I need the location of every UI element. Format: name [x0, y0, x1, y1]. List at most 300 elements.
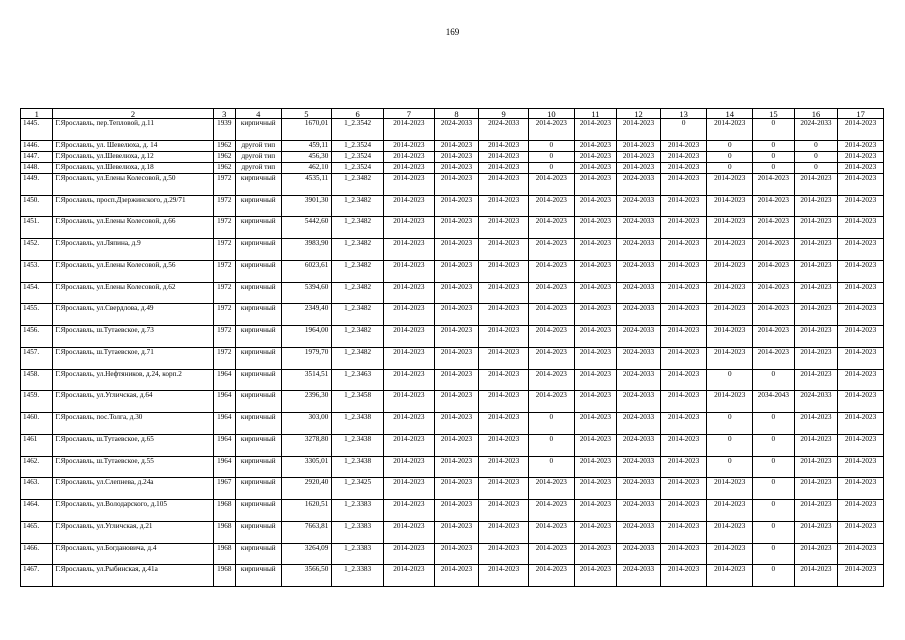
table-cell: 1454.: [21, 282, 53, 304]
table-cell: 2014-2023: [707, 500, 753, 522]
table-cell: 3983,90: [281, 239, 332, 261]
table-cell: 2349,40: [281, 304, 332, 326]
table-cell: 2014-2023: [574, 195, 617, 217]
table-cell: Г.Ярославль, ул.Елены Колесовой, д.50: [53, 173, 213, 195]
column-header: 7: [384, 109, 435, 119]
table-cell: 2024-2033: [617, 195, 661, 217]
table-cell: 3305,01: [281, 456, 332, 478]
table-cell: 5394,60: [281, 282, 332, 304]
table-cell: 1467.: [21, 565, 53, 587]
table-cell: 2014-2023: [479, 500, 529, 522]
table-cell: 2014-2023: [838, 162, 884, 173]
table-cell: 2014-2023: [660, 140, 707, 151]
table-cell: 2014-2023: [794, 217, 838, 239]
table-cell: 2024-2033: [794, 119, 838, 141]
table-cell: 303,00: [281, 413, 332, 435]
table-cell: 2014-2023: [660, 260, 707, 282]
table-cell: 2014-2023: [660, 413, 707, 435]
table-cell: 2014-2023: [794, 456, 838, 478]
table-cell: 2014-2023: [529, 391, 575, 413]
table-cell: 2014-2023: [794, 434, 838, 456]
table-cell: 0: [753, 140, 795, 151]
table-cell: 1_2.3463: [332, 369, 384, 391]
table-cell: 2024-2033: [617, 217, 661, 239]
table-cell: Г.Ярославль, ул.Елены Колесовой, д.56: [53, 260, 213, 282]
table-cell: 1_2.3482: [332, 217, 384, 239]
table-cell: 2014-2023: [574, 478, 617, 500]
table-cell: 0: [794, 140, 838, 151]
table-cell: 2014-2023: [794, 304, 838, 326]
table-cell: 2024-2033: [617, 543, 661, 565]
table-cell: 2014-2023: [794, 543, 838, 565]
table-cell: 0: [753, 162, 795, 173]
table-cell: 1_2.3383: [332, 521, 384, 543]
table-cell: 1456.: [21, 326, 53, 348]
table-cell: 2014-2023: [838, 140, 884, 151]
table-cell: 2014-2023: [529, 543, 575, 565]
table-cell: 4535,11: [281, 173, 332, 195]
table-cell: 3901,30: [281, 195, 332, 217]
table-cell: 2014-2023: [479, 304, 529, 326]
table-cell: 0: [529, 151, 575, 162]
table-cell: 2014-2023: [753, 239, 795, 261]
table-cell: Г.Ярославль, ул.Елены Колесовой, д.62: [53, 282, 213, 304]
table-cell: 2024-2033: [434, 119, 479, 141]
table-cell: 2014-2023: [434, 140, 479, 151]
table-row: [21, 304, 884, 326]
table-row: [21, 173, 884, 195]
table-cell: 2024-2033: [794, 391, 838, 413]
table-cell: 2014-2023: [529, 173, 575, 195]
table-cell: 1457.: [21, 347, 53, 369]
table-cell: 2014-2023: [384, 260, 435, 282]
table-cell: 2024-2033: [617, 456, 661, 478]
table-cell: Г.Ярославль, ул.Богдановича, д.4: [53, 543, 213, 565]
table-cell: 2014-2023: [479, 391, 529, 413]
table-cell: 1447.: [21, 151, 53, 162]
table-cell: 1_2.3438: [332, 434, 384, 456]
table-cell: 0: [529, 413, 575, 435]
table-cell: 2014-2023: [660, 347, 707, 369]
table-cell: 2014-2023: [838, 282, 884, 304]
table-cell: кирпичный: [235, 434, 281, 456]
table-row: [21, 500, 884, 522]
table-cell: 2014-2023: [434, 151, 479, 162]
table-cell: кирпичный: [235, 543, 281, 565]
housing-register-table: [20, 108, 884, 587]
table-cell: 2014-2023: [617, 119, 661, 141]
table-cell: 2014-2023: [660, 478, 707, 500]
table-cell: 2014-2023: [529, 239, 575, 261]
table-cell: Г.Ярославль, ш.Тутаевское, д.71: [53, 347, 213, 369]
table-cell: 2014-2023: [617, 162, 661, 173]
table-row: [21, 478, 884, 500]
table-cell: 456,30: [281, 151, 332, 162]
table-cell: 0: [707, 456, 753, 478]
table-cell: 1462.: [21, 456, 53, 478]
table-cell: 2014-2023: [574, 543, 617, 565]
table-cell: 2014-2023: [660, 369, 707, 391]
table-cell: Г.Ярославль, ул.Елены Колесовой, д.66: [53, 217, 213, 239]
table-cell: 1465.: [21, 521, 53, 543]
column-header: 1: [21, 109, 53, 119]
table-cell: 1968: [213, 543, 235, 565]
table-row: [21, 456, 884, 478]
table-cell: 2014-2023: [660, 173, 707, 195]
table-cell: 0: [753, 119, 795, 141]
table-cell: 2014-2023: [574, 239, 617, 261]
table-cell: 2014-2023: [434, 565, 479, 587]
table-cell: 2014-2023: [479, 260, 529, 282]
table-cell: 2014-2023: [384, 173, 435, 195]
table-cell: 1448.: [21, 162, 53, 173]
table-cell: 1446.: [21, 140, 53, 151]
table-cell: 2014-2023: [707, 565, 753, 587]
table-row: [21, 260, 884, 282]
table-cell: 2014-2023: [707, 260, 753, 282]
table-cell: 2014-2023: [574, 434, 617, 456]
table-cell: 2014-2023: [479, 326, 529, 348]
table-cell: 1_2.3524: [332, 151, 384, 162]
table-cell: 2014-2023: [529, 304, 575, 326]
table-cell: 1451.: [21, 217, 53, 239]
table-cell: кирпичный: [235, 500, 281, 522]
table-cell: 2014-2023: [660, 456, 707, 478]
table-cell: 462,10: [281, 162, 332, 173]
table-cell: 2014-2023: [707, 326, 753, 348]
table-cell: 459,11: [281, 140, 332, 151]
table-cell: 1_2.3524: [332, 162, 384, 173]
column-header: 13: [660, 109, 707, 119]
table-cell: 2014-2023: [707, 304, 753, 326]
table-cell: 0: [529, 162, 575, 173]
table-cell: 2014-2023: [479, 565, 529, 587]
table-cell: 1_2.3524: [332, 140, 384, 151]
table-cell: 2014-2023: [753, 304, 795, 326]
column-header: 16: [794, 109, 838, 119]
table-cell: 2014-2023: [384, 326, 435, 348]
table-cell: кирпичный: [235, 260, 281, 282]
table-cell: 1_2.3542: [332, 119, 384, 141]
table-cell: 2014-2023: [384, 282, 435, 304]
table-cell: 2014-2023: [707, 239, 753, 261]
table-cell: 2014-2023: [574, 391, 617, 413]
table-cell: 1620,51: [281, 500, 332, 522]
table-cell: 2024-2033: [479, 119, 529, 141]
table-row: [21, 282, 884, 304]
table-cell: 2014-2023: [574, 151, 617, 162]
table-cell: 1_2.3438: [332, 413, 384, 435]
table-cell: Г.Ярославль, ул.Слепнева, д.24а: [53, 478, 213, 500]
header-row: [21, 109, 884, 119]
table-row: [21, 369, 884, 391]
table-cell: 1_2.3383: [332, 543, 384, 565]
table-cell: 2014-2023: [838, 195, 884, 217]
table-cell: 1_2.3438: [332, 456, 384, 478]
table-cell: 2014-2023: [434, 456, 479, 478]
table-cell: 2014-2023: [529, 326, 575, 348]
table-cell: 2014-2023: [479, 543, 529, 565]
table-cell: 3566,50: [281, 565, 332, 587]
table-cell: 2014-2023: [384, 565, 435, 587]
table-cell: 1962: [213, 162, 235, 173]
table-cell: 2014-2023: [529, 565, 575, 587]
table-cell: 2024-2033: [617, 304, 661, 326]
table-cell: 2024-2033: [617, 478, 661, 500]
table-cell: 0: [660, 119, 707, 141]
table-cell: 2014-2023: [574, 162, 617, 173]
table-cell: 2014-2023: [574, 282, 617, 304]
table-cell: 2014-2023: [707, 543, 753, 565]
table-cell: 1972: [213, 326, 235, 348]
table-cell: 2014-2023: [479, 195, 529, 217]
table-row: [21, 565, 884, 587]
table-cell: кирпичный: [235, 413, 281, 435]
table-cell: 2014-2023: [794, 521, 838, 543]
table-cell: 2014-2023: [434, 217, 479, 239]
table-cell: 1459.: [21, 391, 53, 413]
table-cell: 1964: [213, 391, 235, 413]
table-cell: 2014-2023: [384, 239, 435, 261]
table-cell: 2014-2023: [838, 543, 884, 565]
table-cell: 2014-2023: [617, 140, 661, 151]
table-cell: кирпичный: [235, 304, 281, 326]
table-cell: 2014-2023: [838, 500, 884, 522]
table-cell: кирпичный: [235, 347, 281, 369]
table-cell: 1_2.3482: [332, 326, 384, 348]
table-cell: 2014-2023: [838, 173, 884, 195]
table-cell: кирпичный: [235, 391, 281, 413]
table-row: [21, 217, 884, 239]
table-cell: 1964: [213, 369, 235, 391]
table-cell: Г.Ярославль, ул.Шевелюха, д.12: [53, 151, 213, 162]
table-cell: 0: [794, 151, 838, 162]
table-cell: кирпичный: [235, 282, 281, 304]
column-header: 17: [838, 109, 884, 119]
table-cell: 2014-2023: [529, 521, 575, 543]
table-row: [21, 326, 884, 348]
table-cell: 0: [753, 369, 795, 391]
table-cell: 2396,30: [281, 391, 332, 413]
table-cell: 0: [707, 151, 753, 162]
table-cell: 0: [753, 565, 795, 587]
table-cell: 0: [753, 151, 795, 162]
table-cell: 2014-2023: [617, 151, 661, 162]
table-cell: 2920,40: [281, 478, 332, 500]
table-cell: 1455.: [21, 304, 53, 326]
table-cell: 1_2.3482: [332, 347, 384, 369]
table-cell: 2014-2023: [753, 173, 795, 195]
table-cell: 1_2.3482: [332, 239, 384, 261]
table-cell: 2014-2023: [753, 347, 795, 369]
table-cell: 1461: [21, 434, 53, 456]
table-cell: 0: [753, 456, 795, 478]
column-header: 3: [213, 109, 235, 119]
table-cell: 2014-2023: [574, 326, 617, 348]
table-cell: 1972: [213, 173, 235, 195]
table-cell: 0: [529, 140, 575, 151]
table-cell: 2014-2023: [660, 521, 707, 543]
table-cell: 2014-2023: [660, 239, 707, 261]
table-cell: 2014-2023: [660, 162, 707, 173]
table-cell: 2014-2023: [660, 391, 707, 413]
table-cell: другой тип: [235, 162, 281, 173]
table-cell: Г.Ярославль, ул.Ляпина, д.9: [53, 239, 213, 261]
table-cell: 2014-2023: [434, 521, 479, 543]
table-cell: Г.Ярославль, ул.Нефтяников, д.24, корп.2: [53, 369, 213, 391]
table-cell: Г.Ярославль, ул. Шевелюха, д. 14: [53, 140, 213, 151]
table-cell: 2014-2023: [838, 434, 884, 456]
table-cell: 2014-2023: [838, 565, 884, 587]
table-cell: 2014-2023: [434, 347, 479, 369]
table-cell: 2014-2023: [529, 119, 575, 141]
table-cell: 2014-2023: [660, 543, 707, 565]
table-cell: кирпичный: [235, 173, 281, 195]
table-cell: 2014-2023: [574, 565, 617, 587]
table-row: [21, 391, 884, 413]
table-cell: 2014-2023: [434, 162, 479, 173]
table-cell: 1962: [213, 140, 235, 151]
table-cell: 1449.: [21, 173, 53, 195]
table-cell: 2014-2023: [529, 282, 575, 304]
column-header: 2: [53, 109, 213, 119]
table-cell: 2014-2023: [434, 500, 479, 522]
table-cell: 1979,70: [281, 347, 332, 369]
table-cell: Г.Ярославль, пер.Тепловой, д.11: [53, 119, 213, 141]
table-row: [21, 521, 884, 543]
table-cell: Г.Ярославль, ул.Володарского, д.105: [53, 500, 213, 522]
table-cell: 2014-2023: [479, 478, 529, 500]
table-cell: 2014-2023: [479, 434, 529, 456]
table-cell: 2024-2033: [617, 565, 661, 587]
table-cell: 0: [707, 413, 753, 435]
column-header: 15: [753, 109, 795, 119]
table-row: [21, 239, 884, 261]
table-cell: Г.Ярославль, ш.Тутаевское, д.65: [53, 434, 213, 456]
table-cell: 2014-2023: [707, 282, 753, 304]
table-cell: 2014-2023: [707, 347, 753, 369]
table-cell: Г.Ярославль, просп.Дзержинского, д.29/71: [53, 195, 213, 217]
table-cell: 1_2.3383: [332, 500, 384, 522]
column-header: 14: [707, 109, 753, 119]
table-cell: 2014-2023: [384, 478, 435, 500]
table-cell: 3278,80: [281, 434, 332, 456]
table-cell: кирпичный: [235, 217, 281, 239]
table-cell: 2014-2023: [838, 119, 884, 141]
table-row: [21, 543, 884, 565]
table-cell: 2024-2033: [617, 347, 661, 369]
table-cell: 2014-2023: [434, 478, 479, 500]
table-cell: 1670,01: [281, 119, 332, 141]
table-cell: 2014-2023: [434, 173, 479, 195]
table-cell: 2014-2023: [384, 217, 435, 239]
table-cell: 1968: [213, 521, 235, 543]
table-cell: 2014-2023: [434, 326, 479, 348]
table-cell: 1_2.3482: [332, 260, 384, 282]
table-cell: 2014-2023: [574, 500, 617, 522]
table-cell: Г.Ярославль, ш.Тутаевское, д.73: [53, 326, 213, 348]
table-cell: 0: [529, 456, 575, 478]
table-cell: 1464.: [21, 500, 53, 522]
table-cell: кирпичный: [235, 456, 281, 478]
table-cell: 0: [707, 162, 753, 173]
table-cell: 2014-2023: [384, 500, 435, 522]
table-row: [21, 140, 884, 151]
table-row: [21, 413, 884, 435]
table-cell: 1458.: [21, 369, 53, 391]
table-cell: кирпичный: [235, 326, 281, 348]
table-row: [21, 434, 884, 456]
table-cell: 1463.: [21, 478, 53, 500]
table-cell: 2014-2023: [479, 347, 529, 369]
table-cell: 2014-2023: [479, 239, 529, 261]
table-cell: 2014-2023: [384, 151, 435, 162]
table-cell: 2014-2023: [838, 260, 884, 282]
table-cell: 2014-2023: [794, 326, 838, 348]
table-cell: 1450.: [21, 195, 53, 217]
table-cell: 1453.: [21, 260, 53, 282]
table-cell: 2014-2023: [707, 521, 753, 543]
table-cell: 2014-2023: [384, 140, 435, 151]
table-cell: 2014-2023: [574, 456, 617, 478]
table-cell: 2014-2023: [434, 369, 479, 391]
table-cell: 2014-2023: [434, 543, 479, 565]
column-header: 11: [574, 109, 617, 119]
table-cell: 2014-2023: [384, 119, 435, 141]
table-cell: 2024-2033: [617, 500, 661, 522]
table-cell: 1964: [213, 434, 235, 456]
table-cell: 2024-2033: [617, 434, 661, 456]
table-cell: 2014-2023: [434, 413, 479, 435]
table-cell: 1460.: [21, 413, 53, 435]
table-cell: 2014-2023: [660, 217, 707, 239]
table-cell: 2014-2023: [660, 195, 707, 217]
table-cell: 2024-2033: [617, 326, 661, 348]
table-cell: Г.Ярославль, ул.Свердлова, д.49: [53, 304, 213, 326]
table-cell: 2014-2023: [794, 478, 838, 500]
table-cell: 2014-2023: [529, 217, 575, 239]
table-cell: 2014-2023: [384, 369, 435, 391]
column-header: 12: [617, 109, 661, 119]
table-cell: 0: [753, 521, 795, 543]
table-cell: 2014-2023: [574, 521, 617, 543]
table-cell: 0: [753, 413, 795, 435]
table-cell: 2014-2023: [753, 217, 795, 239]
table-cell: 2014-2023: [753, 195, 795, 217]
table-cell: 1962: [213, 151, 235, 162]
table-cell: 1972: [213, 304, 235, 326]
table-cell: 2014-2023: [384, 162, 435, 173]
table-cell: кирпичный: [235, 369, 281, 391]
column-header: 8: [434, 109, 479, 119]
table-cell: 2024-2033: [617, 369, 661, 391]
table-cell: 2014-2023: [794, 260, 838, 282]
table-cell: 2014-2023: [529, 260, 575, 282]
column-header: 9: [479, 109, 529, 119]
table-cell: другой тип: [235, 151, 281, 162]
table-cell: 2014-2023: [660, 434, 707, 456]
column-header: 10: [529, 109, 575, 119]
table-cell: 1_2.3482: [332, 173, 384, 195]
table-cell: 1_2.3482: [332, 195, 384, 217]
table-cell: 2024-2033: [617, 260, 661, 282]
table-cell: 2014-2023: [753, 326, 795, 348]
table-cell: 2014-2023: [574, 260, 617, 282]
table-cell: 6023,61: [281, 260, 332, 282]
table-cell: кирпичный: [235, 565, 281, 587]
table-cell: 2014-2023: [838, 391, 884, 413]
column-header: 5: [281, 109, 332, 119]
